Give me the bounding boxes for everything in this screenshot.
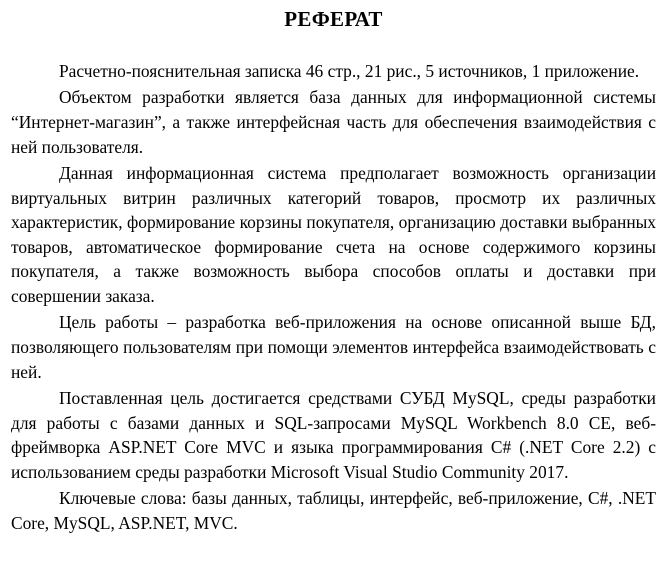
paragraph-system-description: Данная информационная система предполагает возможность организации виртуальных витрин различных категорий товаров, просмотр их различных характеристик, формирование корзины покупателя, организацию доставки выбранных товаров, автоматическое формирование счета на основе содержимого корзины покупателя, а также возможность выбора способов оплаты и доставки при совершении заказа. — [11, 162, 656, 306]
paragraph-summary: Расчетно-пояснительная записка 46 стр., 21 рис., 5 источников, 1 приложение. — [59, 61, 640, 81]
paragraph-goal: Цель работы – разработка веб-приложения на основе описанной выше БД, позволяющего пользователям при помощи элементов интерфейса взаимодействовать с ней. — [11, 312, 656, 382]
paragraph-keywords: Ключевые слова: базы данных, таблицы, интерфейс, веб-приложение, C#, .NET Core, MySQL, ASP.NET, MVC. — [11, 488, 656, 533]
paragraph-object: Объектом разработки является база данных для информационной системы “Интернет-магазин”, а также интерфейсная часть для обеспечения взаимодействия с ней пользователя. — [11, 87, 656, 157]
paragraph-tools: Поставленная цель достигается средствами СУБД MySQL, среды разработки для работы с базами данных и SQL-запросами MySQL Workbench 8.0 CE, веб-фреймворка ASP.NET Core MVC и языка программирования C# (.NET Core 2.2) с использованием среды разработки Microsoft Visual Studio Community 2017. — [11, 387, 656, 482]
page-title: РЕФЕРАТ — [284, 7, 383, 31]
